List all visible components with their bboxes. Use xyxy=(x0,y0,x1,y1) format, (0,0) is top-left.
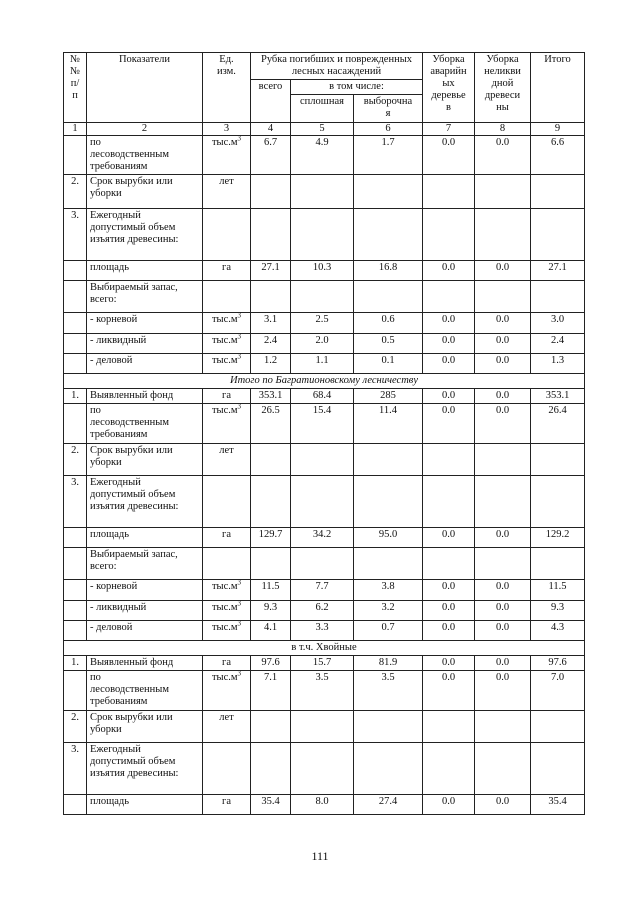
row-unit xyxy=(203,528,251,548)
column-number: 2 xyxy=(87,123,203,136)
row-label: Выбираемый запас, всего: xyxy=(87,548,203,580)
cell-value: 0.5 xyxy=(354,334,423,354)
cell-value: 2.4 xyxy=(531,334,585,354)
cell-value: 1.1 xyxy=(291,354,354,374)
table-row xyxy=(64,580,585,601)
row-unit xyxy=(203,711,251,743)
cell-value: 0.0 xyxy=(475,313,531,334)
row-unit xyxy=(203,476,251,528)
row-unit xyxy=(203,548,251,580)
cell-value xyxy=(475,444,531,476)
cell-value: 6.7 xyxy=(251,136,291,175)
cell-value: 0.0 xyxy=(423,389,475,404)
row-label: - корневой xyxy=(87,580,203,601)
row-label: площадь xyxy=(87,795,203,815)
row-number: 2. xyxy=(64,711,87,743)
unit-superscript: 3 xyxy=(237,333,242,341)
cell-value xyxy=(251,209,291,261)
cell-value xyxy=(354,743,423,795)
header-selective: выборочна я xyxy=(354,95,423,123)
row-label: - ликвидный xyxy=(87,334,203,354)
unit-text: тыс.м xyxy=(211,581,238,592)
unit-superscript: 3 xyxy=(237,600,242,608)
cell-value xyxy=(423,743,475,795)
page-number: 111 xyxy=(311,849,329,863)
table-row xyxy=(64,476,585,528)
unit-text: тыс.м xyxy=(211,602,238,613)
row-number xyxy=(64,261,87,281)
row-number xyxy=(64,795,87,815)
row-label: по лесоводственным требованиям xyxy=(87,671,203,711)
cell-value: 7.0 xyxy=(531,671,585,711)
row-number xyxy=(64,354,87,374)
header-indicators: Показатели xyxy=(87,53,203,123)
cell-value: 0.6 xyxy=(354,313,423,334)
row-number xyxy=(64,404,87,444)
cell-value xyxy=(291,209,354,261)
row-number xyxy=(64,281,87,313)
cell-value: 2.4 xyxy=(251,334,291,354)
cell-value xyxy=(251,444,291,476)
row-label: Выявленный фонд xyxy=(87,656,203,671)
cell-value: 3.1 xyxy=(251,313,291,334)
row-label: Срок вырубки или уборки xyxy=(87,175,203,209)
cell-value: 26.5 xyxy=(251,404,291,444)
cell-value: 0.0 xyxy=(475,656,531,671)
cell-value: 2.0 xyxy=(291,334,354,354)
cell-value: 3.0 xyxy=(531,313,585,334)
row-label: Срок вырубки или уборки xyxy=(87,711,203,743)
cell-value xyxy=(475,548,531,580)
cell-value xyxy=(354,711,423,743)
cell-value: 0.0 xyxy=(423,334,475,354)
table-row xyxy=(64,354,585,374)
row-label: Выбираемый запас, всего: xyxy=(87,281,203,313)
unit-superscript: 3 xyxy=(237,353,242,361)
table-row xyxy=(64,671,585,711)
row-label: площадь xyxy=(87,261,203,281)
cell-value: 0.0 xyxy=(423,671,475,711)
cell-value xyxy=(354,476,423,528)
cell-value xyxy=(475,476,531,528)
cell-value: 3.8 xyxy=(354,580,423,601)
cell-value xyxy=(354,175,423,209)
row-number xyxy=(64,601,87,621)
cell-value xyxy=(531,281,585,313)
row-number xyxy=(64,334,87,354)
unit-text: лет xyxy=(219,445,234,456)
cell-value: 81.9 xyxy=(354,656,423,671)
table-row xyxy=(64,795,585,815)
unit-text: тыс.м xyxy=(211,355,238,366)
cell-value: 0.0 xyxy=(423,404,475,444)
cell-value xyxy=(251,711,291,743)
cell-value: 26.4 xyxy=(531,404,585,444)
table-row xyxy=(64,601,585,621)
cell-value: 11.5 xyxy=(531,580,585,601)
cell-value xyxy=(251,743,291,795)
row-unit xyxy=(203,389,251,404)
cell-value xyxy=(423,209,475,261)
cell-value: 0.0 xyxy=(475,621,531,641)
cell-value: 9.3 xyxy=(251,601,291,621)
column-number: 1 xyxy=(64,123,87,136)
cell-value xyxy=(475,209,531,261)
cell-value: 4.9 xyxy=(291,136,354,175)
cell-value: 95.0 xyxy=(354,528,423,548)
table-row xyxy=(64,209,585,261)
header-num: № № п/ п xyxy=(64,53,87,123)
cell-value xyxy=(354,444,423,476)
table-row xyxy=(64,711,585,743)
cell-value: 353.1 xyxy=(531,389,585,404)
cell-value xyxy=(423,711,475,743)
cell-value: 7.1 xyxy=(251,671,291,711)
cell-value xyxy=(531,476,585,528)
unit-text: тыс.м xyxy=(211,314,238,325)
cell-value: 0.0 xyxy=(423,656,475,671)
cell-value: 68.4 xyxy=(291,389,354,404)
row-unit xyxy=(203,175,251,209)
cell-value: 0.0 xyxy=(423,528,475,548)
cell-value: 35.4 xyxy=(531,795,585,815)
cell-value: 0.0 xyxy=(475,389,531,404)
cell-value xyxy=(475,175,531,209)
cell-value xyxy=(291,175,354,209)
row-number xyxy=(64,621,87,641)
row-label: Ежегодный допустимый объем изъятия древесины: xyxy=(87,209,203,261)
row-unit xyxy=(203,136,251,175)
unit-superscript: 3 xyxy=(237,620,242,628)
row-number xyxy=(64,528,87,548)
cell-value: 0.0 xyxy=(475,334,531,354)
row-unit xyxy=(203,404,251,444)
cell-value: 3.3 xyxy=(291,621,354,641)
row-number xyxy=(64,313,87,334)
unit-text: лет xyxy=(219,176,234,187)
cell-value: 1.2 xyxy=(251,354,291,374)
column-number: 9 xyxy=(531,123,585,136)
cell-value xyxy=(531,175,585,209)
unit-text: лет xyxy=(219,712,234,723)
cell-value: 1.7 xyxy=(354,136,423,175)
cell-value xyxy=(251,281,291,313)
cell-value: 0.0 xyxy=(423,601,475,621)
row-number xyxy=(64,580,87,601)
section-title: Итого по Багратионовскому лесничеству xyxy=(64,374,585,389)
table-row xyxy=(64,389,585,404)
row-number: 2. xyxy=(64,175,87,209)
cell-value: 27.1 xyxy=(531,261,585,281)
table-row xyxy=(64,548,585,580)
cell-value xyxy=(475,743,531,795)
row-unit xyxy=(203,656,251,671)
row-unit xyxy=(203,209,251,261)
cell-value xyxy=(475,281,531,313)
row-label: Срок вырубки или уборки xyxy=(87,444,203,476)
cell-value xyxy=(531,711,585,743)
row-unit xyxy=(203,444,251,476)
cell-value: 129.7 xyxy=(251,528,291,548)
cell-value: 2.5 xyxy=(291,313,354,334)
unit-text: га xyxy=(222,657,231,668)
row-unit xyxy=(203,313,251,334)
cell-value: 27.4 xyxy=(354,795,423,815)
section-title-row xyxy=(64,641,585,656)
row-number xyxy=(64,671,87,711)
row-unit xyxy=(203,795,251,815)
cell-value xyxy=(475,711,531,743)
cell-value: 35.4 xyxy=(251,795,291,815)
unit-text: га xyxy=(222,262,231,273)
row-label: Выявленный фонд xyxy=(87,389,203,404)
cell-value xyxy=(291,743,354,795)
cell-value: 285 xyxy=(354,389,423,404)
cell-value xyxy=(423,175,475,209)
table-row xyxy=(64,136,585,175)
row-label: - деловой xyxy=(87,354,203,374)
table-row xyxy=(64,528,585,548)
row-number: 1. xyxy=(64,656,87,671)
row-label: Ежегодный допустимый объем изъятия древесины: xyxy=(87,743,203,795)
column-number: 4 xyxy=(251,123,291,136)
row-number: 3. xyxy=(64,476,87,528)
table-row xyxy=(64,656,585,671)
cell-value xyxy=(291,548,354,580)
table-row xyxy=(64,444,585,476)
cell-value: 7.7 xyxy=(291,580,354,601)
cell-value: 0.0 xyxy=(423,621,475,641)
row-unit xyxy=(203,261,251,281)
cell-value xyxy=(251,175,291,209)
cell-value: 4.3 xyxy=(531,621,585,641)
column-number: 3 xyxy=(203,123,251,136)
column-number: 5 xyxy=(291,123,354,136)
cell-value: 0.0 xyxy=(475,528,531,548)
column-number: 6 xyxy=(354,123,423,136)
cell-value: 9.3 xyxy=(531,601,585,621)
cell-value xyxy=(423,548,475,580)
cell-value: 0.0 xyxy=(423,136,475,175)
cell-value: 0.0 xyxy=(475,795,531,815)
cell-value xyxy=(354,548,423,580)
cell-value xyxy=(531,444,585,476)
cell-value xyxy=(354,281,423,313)
row-label: по лесоводственным требованиям xyxy=(87,404,203,444)
row-unit xyxy=(203,580,251,601)
cell-value: 0.0 xyxy=(423,261,475,281)
cell-value: 15.7 xyxy=(291,656,354,671)
cell-value: 3.5 xyxy=(354,671,423,711)
table-row xyxy=(64,175,585,209)
unit-superscript: 3 xyxy=(237,579,242,587)
column-numbers-row xyxy=(64,123,585,136)
section-title-row xyxy=(64,374,585,389)
unit-text: тыс.м xyxy=(211,137,238,148)
table-row xyxy=(64,261,585,281)
cell-value: 15.4 xyxy=(291,404,354,444)
row-unit xyxy=(203,743,251,795)
unit-superscript: 3 xyxy=(237,670,242,678)
cell-value: 0.0 xyxy=(423,354,475,374)
header-illiquid: Уборка неликви дной древеси ны xyxy=(475,53,531,123)
unit-text: га xyxy=(222,390,231,401)
header-unit: Ед. изм. xyxy=(203,53,251,123)
table-row xyxy=(64,404,585,444)
cell-value: 0.0 xyxy=(475,671,531,711)
cell-value: 1.3 xyxy=(531,354,585,374)
row-label: площадь xyxy=(87,528,203,548)
cell-value xyxy=(251,476,291,528)
cell-value: 97.6 xyxy=(531,656,585,671)
cell-value xyxy=(531,743,585,795)
table-row xyxy=(64,281,585,313)
cell-value: 34.2 xyxy=(291,528,354,548)
cell-value: 129.2 xyxy=(531,528,585,548)
cell-value: 11.5 xyxy=(251,580,291,601)
cell-value: 11.4 xyxy=(354,404,423,444)
table-row xyxy=(64,313,585,334)
cell-value: 10.3 xyxy=(291,261,354,281)
unit-text: га xyxy=(222,796,231,807)
cell-value: 4.1 xyxy=(251,621,291,641)
cell-value: 0.0 xyxy=(475,354,531,374)
header-felling: Рубка погибших и поврежденных лесных насаждений xyxy=(251,53,423,80)
header-total-sub: всего xyxy=(251,80,291,123)
row-number: 3. xyxy=(64,743,87,795)
row-unit xyxy=(203,281,251,313)
header-grand-total: Итого xyxy=(531,53,585,123)
row-number xyxy=(64,548,87,580)
cell-value xyxy=(251,548,291,580)
cell-value: 16.8 xyxy=(354,261,423,281)
cell-value xyxy=(531,209,585,261)
row-unit xyxy=(203,354,251,374)
cell-value: 0.0 xyxy=(423,313,475,334)
row-label: по лесоводственным требованиям xyxy=(87,136,203,175)
cell-value: 0.0 xyxy=(423,580,475,601)
row-number xyxy=(64,136,87,175)
header-emergency: Уборка аварийн ых деревье в xyxy=(423,53,475,123)
cell-value: 8.0 xyxy=(291,795,354,815)
cell-value xyxy=(423,476,475,528)
cell-value: 6.6 xyxy=(531,136,585,175)
section-title: в т.ч. Хвойные xyxy=(64,641,585,656)
unit-text: тыс.м xyxy=(211,335,238,346)
unit-superscript: 3 xyxy=(237,403,242,411)
cell-value xyxy=(354,209,423,261)
table-row xyxy=(64,621,585,641)
column-number: 7 xyxy=(423,123,475,136)
cell-value: 353.1 xyxy=(251,389,291,404)
row-number: 3. xyxy=(64,209,87,261)
cell-value xyxy=(291,476,354,528)
row-label: Ежегодный допустимый объем изъятия древесины: xyxy=(87,476,203,528)
row-number: 1. xyxy=(64,389,87,404)
cell-value xyxy=(423,444,475,476)
cell-value: 3.5 xyxy=(291,671,354,711)
unit-superscript: 3 xyxy=(237,312,242,320)
table-row xyxy=(64,334,585,354)
cell-value: 0.0 xyxy=(423,795,475,815)
forest-felling-table xyxy=(63,52,585,815)
table-row xyxy=(64,743,585,795)
unit-text: тыс.м xyxy=(211,672,238,683)
cell-value: 0.7 xyxy=(354,621,423,641)
unit-text: га xyxy=(222,529,231,540)
column-number: 8 xyxy=(475,123,531,136)
cell-value xyxy=(291,711,354,743)
unit-text: тыс.м xyxy=(211,622,238,633)
row-label: - корневой xyxy=(87,313,203,334)
row-unit xyxy=(203,601,251,621)
cell-value: 0.0 xyxy=(475,580,531,601)
cell-value: 0.1 xyxy=(354,354,423,374)
row-unit xyxy=(203,334,251,354)
cell-value: 6.2 xyxy=(291,601,354,621)
cell-value: 97.6 xyxy=(251,656,291,671)
cell-value xyxy=(531,548,585,580)
cell-value: 27.1 xyxy=(251,261,291,281)
row-label: - деловой xyxy=(87,621,203,641)
header-clear: сплошная xyxy=(291,95,354,123)
row-unit xyxy=(203,671,251,711)
cell-value: 0.0 xyxy=(475,136,531,175)
row-unit xyxy=(203,621,251,641)
header-including: в том числе: xyxy=(291,80,423,95)
row-number: 2. xyxy=(64,444,87,476)
unit-text: тыс.м xyxy=(211,405,238,416)
cell-value: 0.0 xyxy=(475,404,531,444)
cell-value: 0.0 xyxy=(475,261,531,281)
cell-value: 3.2 xyxy=(354,601,423,621)
cell-value xyxy=(423,281,475,313)
cell-value: 0.0 xyxy=(475,601,531,621)
unit-superscript: 3 xyxy=(237,135,242,143)
row-label: - ликвидный xyxy=(87,601,203,621)
cell-value xyxy=(291,444,354,476)
cell-value xyxy=(291,281,354,313)
